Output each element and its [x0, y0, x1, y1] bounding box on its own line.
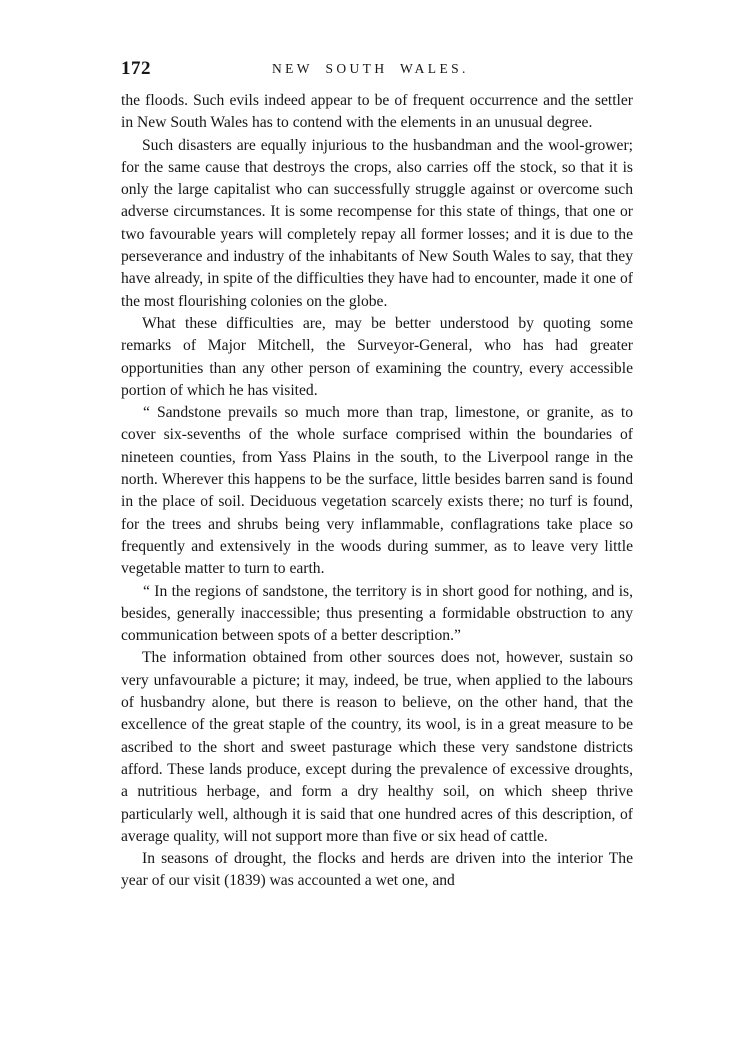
running-title: NEW SOUTH WALES.	[272, 61, 469, 76]
paragraph-disasters: Such disasters are equally injurious to the husbandman and the wool-grower; for the same cause that destroys the crops, also carries off the stock, so that it is only the large capitalist who can successfully struggle against or overcome such adverse circumstances. It is some recompense for this state of things, that one or two favourable years will completely repay all former losses; and it is due to the perseverance and industry of the inhabitants of New South Wales to say, that they have already, in spite of the difficulties they have had to encounter, made it one of the most flourishing colonies on the globe.	[121, 136, 633, 310]
page-number: 172	[121, 58, 151, 79]
running-head	[121, 58, 633, 82]
paragraph-continuation: the floods. Such evils indeed appear to be of frequent occurrence and the settler in New South Wales has to contend with the elements in an unusual degree.	[121, 92, 633, 132]
body-text	[121, 90, 633, 893]
paragraph-drought: In seasons of drought, the flocks and herds are driven into the interior The year of our visit (1839) was accounted a wet one, and	[121, 850, 633, 890]
paragraph-difficulties: What these difficulties are, may be better understood by quoting some remarks of Major Mitchell, the Surveyor-General, who has had greater opportunities than any other person of examining the country, every accessible portion of which he has visited.	[121, 314, 633, 399]
paragraph-information: The information obtained from other sources does not, however, sustain so very unfavourable a picture; it may, indeed, be true, when applied to the labours of husbandry alone, but there is reason to believe, on the other hand, that the excellence of the great staple of the country, its wool, is in a great measure to be ascribed to the short and sweet pasturage which these very sandstone districts afford. These lands produce, except during the prevalence of excessive droughts, a nutritious herbage, and form a dry healthy soil, on which sheep thrive particularly well, although it is said that one hundred acres of this description, of average quality, will not support more than five or six head of cattle.	[121, 649, 633, 845]
quote-territory: “ In the regions of sandstone, the territory is in short good for nothing, and is, besides, generally inaccessible; thus presenting a formidable obstruction to any communication between spots of a better description.”	[121, 582, 633, 645]
quote-sandstone: “ Sandstone prevails so much more than trap, limestone, or granite, as to cover six-sevenths of the whole surface comprised within the boundaries of nineteen counties, from Yass Plains in the south, to the Liverpool range in the north. Wherever this happens to be the surface, little besides barren sand is found in the place of soil. Deciduous vegetation scarcely exists there; no turf is found, for the trees and shrubs being very inflammable, conflagrations take place so frequently and extensively in the woods during summer, as to leave very little vegetable matter to turn to earth.	[121, 404, 633, 578]
